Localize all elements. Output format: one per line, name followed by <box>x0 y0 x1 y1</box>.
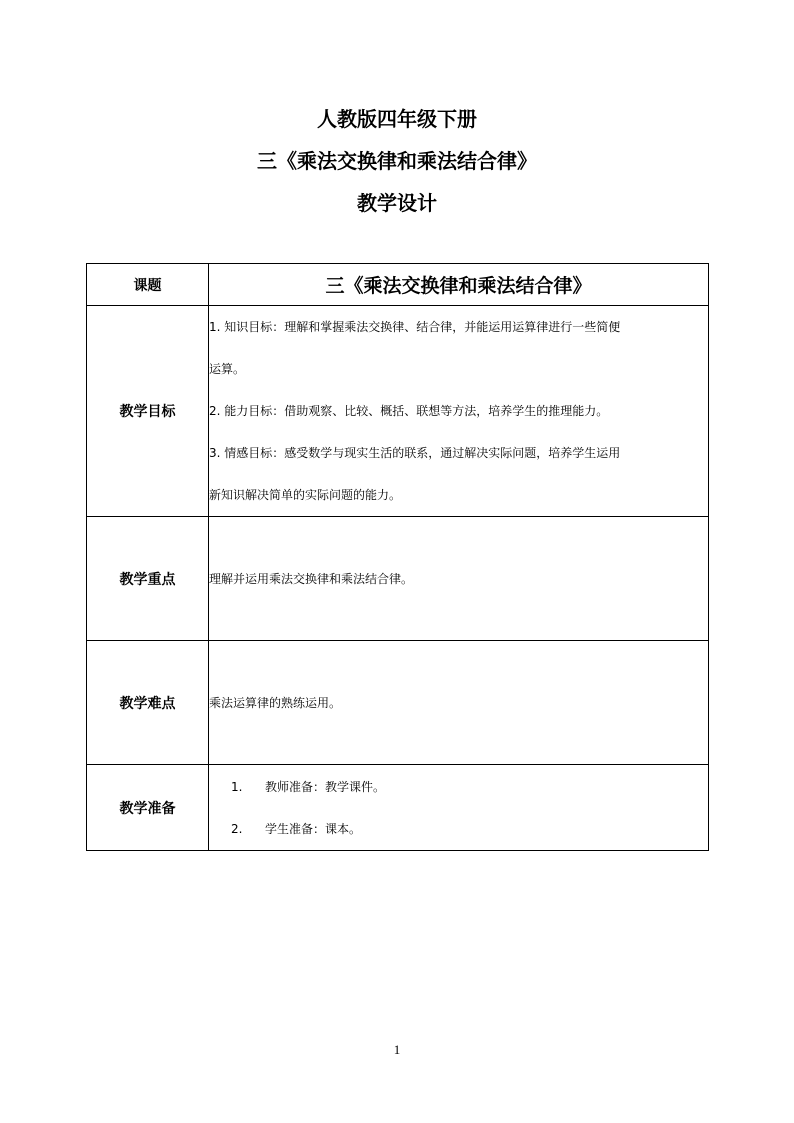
list-number: 1. <box>231 779 243 794</box>
difficulties-content: 乘法运算律的熟练运用。 <box>209 641 709 765</box>
objectives-row <box>87 306 709 517</box>
difficulties-label: 教学难点 <box>87 641 209 765</box>
subject-value: 三《乘法交换律和乘法结合律》 <box>209 264 709 306</box>
objective-line: 运算。 <box>209 362 246 376</box>
difficulties-row <box>87 641 709 765</box>
lesson-title: 三《乘法交换律和乘法结合律》 <box>257 149 537 173</box>
key-points-row <box>87 517 709 641</box>
preparation-row <box>87 765 709 851</box>
document-title: 人教版四年级下册 <box>317 107 477 131</box>
subject-row <box>87 264 709 306</box>
list-text: 教师准备：教学课件。 <box>265 779 386 794</box>
list-item <box>209 808 708 850</box>
preparation-label: 教学准备 <box>87 765 209 851</box>
objective-line: 3. 情感目标：感受数学与现实生活的联系，通过解决实际问题，培养学生运用 <box>209 446 621 460</box>
list-text: 学生准备：课本。 <box>265 821 362 836</box>
lesson-plan-table <box>86 263 709 851</box>
key-points-label: 教学重点 <box>87 517 209 641</box>
document-subtitle: 教学设计 <box>357 191 437 215</box>
page-number: 1 <box>393 1042 401 1057</box>
objectives-content <box>209 306 709 517</box>
objective-line: 新知识解决简单的实际问题的能力。 <box>209 488 402 502</box>
list-item <box>209 766 708 808</box>
preparation-content <box>209 765 709 851</box>
list-number: 2. <box>231 821 243 836</box>
objectives-label: 教学目标 <box>87 306 209 517</box>
objective-line: 1. 知识目标：理解和掌握乘法交换律、结合律，并能运用运算律进行一些简便 <box>209 320 621 334</box>
key-points-content: 理解并运用乘法交换律和乘法结合律。 <box>209 517 709 641</box>
objective-line: 2. 能力目标：借助观察、比较、概括、联想等方法，培养学生的推理能力。 <box>209 404 609 418</box>
subject-label: 课题 <box>87 264 209 306</box>
